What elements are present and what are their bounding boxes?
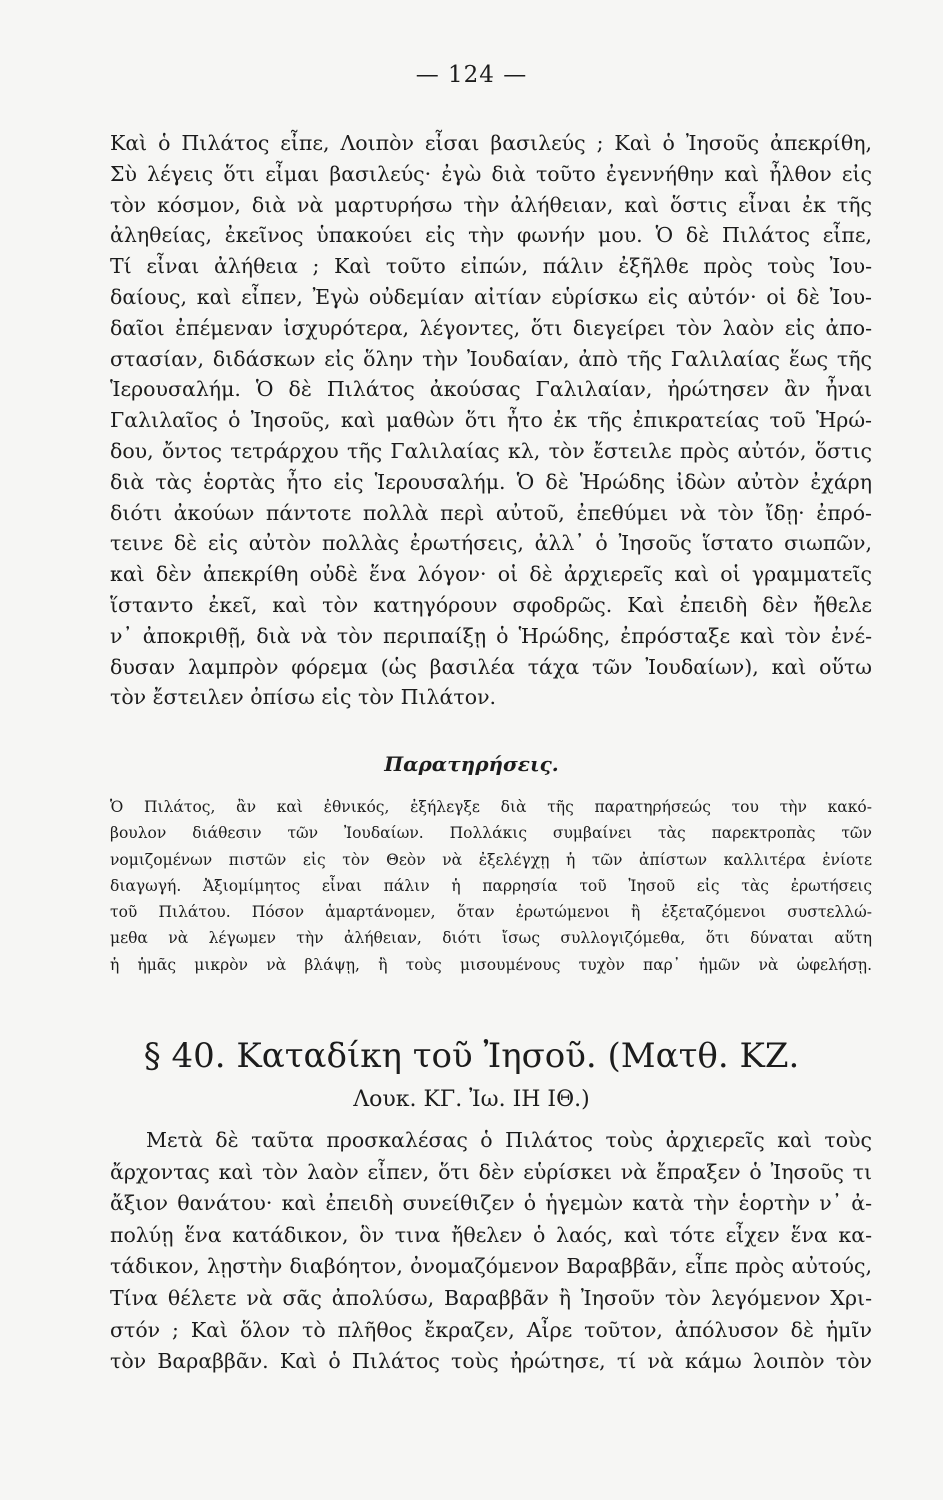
text-line: Σὺ λέγεις ὅτι εἶμαι βασιλεύς· ἐγὼ διὰ τοῦτο ἐγεννήθην καὶ ἦλθον εἰς	[110, 161, 872, 186]
text-line: καὶ δὲν ἀπεκρίθη οὐδὲ ἕνα λόγον· οἱ δὲ ἀρχιερεῖς καὶ οἱ γραμματεῖς	[110, 562, 872, 587]
text-line: δυσαν λαμπρὸν φόρεμα (ὡς βασιλέα τάχα τῶν Ἰουδαίων), καὶ οὕτω	[110, 654, 872, 679]
section-reference: Λουκ. ΚΓ. Ἰω. ΙΗ ΙΘ.)	[353, 1087, 590, 1112]
text-line: τάδικον, λῃστὴν διαβόητον, ὀνομαζόμενον Βαραββᾶν, εἶπε πρὸς αὐτούς,	[110, 1254, 872, 1279]
text-line: πολύῃ ἕνα κατάδικον, ὃν τινα ἤθελεν ὁ λαός, καὶ τότε εἶχεν ἕνα κα-	[110, 1222, 872, 1247]
page-number: — 124 —	[415, 62, 528, 88]
section-title: § 40. Καταδίκη τοῦ Ἰησοῦ. (Ματθ. ΚΖ.	[143, 1036, 800, 1076]
text-line: ἄξιον θανάτου· καὶ ἐπειδὴ συνείθιζεν ὁ ἡγεμὼν κατὰ τὴν ἑορτὴν ν᾽ ἀ-	[110, 1191, 872, 1216]
text-line: Τί εἶναι ἀλήθεια ; Καὶ τοῦτο εἰπών, πάλιν ἐξῆλθε πρὸς τοὺς Ἰου-	[110, 254, 872, 279]
text-line: Καὶ ὁ Πιλάτος εἶπε, Λοιπὸν εἶσαι βασιλεύς ; Καὶ ὁ Ἰησοῦς ἀπεκρίθη,	[110, 131, 872, 155]
note-line: διαγωγή. Ἀξιομίμητος εἶναι πάλιν ἡ παρρησία τοῦ Ἰησοῦ εἰς τὰς ἐρωτήσεις	[110, 876, 872, 895]
text-line: ἀληθείας, ἐκεῖνος ὑπακούει εἰς τὴν φωνήν μου. Ὁ δὲ Πιλάτος εἶπε,	[110, 223, 872, 248]
note-line: νομιζομένων πιστῶν εἰς τὸν Θεὸν νὰ ἐξελέγχῃ ἡ τῶν ἀπίστων καλλιτέρα ἐνίοτε	[110, 850, 872, 869]
text-line: τὸν Βαραββᾶν. Καὶ ὁ Πιλάτος τοὺς ἠρώτησε, τί νὰ κάμω λοιπὸν τὸν	[110, 1349, 872, 1374]
text-line: Μετὰ δὲ ταῦτα προσκαλέσας ὁ Πιλάτος τοὺς ἀρχιερεῖς καὶ τοὺς	[146, 1128, 872, 1152]
note-line: Ὁ Πιλάτος, ἂν καὶ ἐθνικός, ἐξήλεγξε διὰ τῆς παρατηρήσεώς του τὴν κακό-	[110, 798, 872, 816]
text-line: δαῖοι ἐπέμεναν ἰσχυρότερα, λέγοντες, ὅτι διεγείρει τὸν λαὸν εἰς ἀπο-	[110, 315, 872, 340]
text-line: Τίνα θέλετε νὰ σᾶς ἀπολύσω, Βαραββᾶν ἢ Ἰησοῦν τὸν λεγόμενον Χρι-	[110, 1285, 872, 1310]
text-line: διότι ἀκούων πάντοτε πολλὰ περὶ αὐτοῦ, ἐπεθύμει νὰ τὸν ἴδῃ· ἐπρό-	[110, 500, 872, 525]
section-heading	[0, 1032, 943, 1120]
text-line: δου, ὄντος τετράρχου τῆς Γαλιλαίας κλ, τὸν ἔστειλε πρὸς αὐτόν, ὅστις	[110, 438, 872, 463]
note-line: ἡ ἡμᾶς μικρὸν νὰ βλάψῃ, ἢ τοὺς μισουμένους τυχὸν παρ᾽ ἡμῶν νὰ ὠφελήσῃ.	[110, 955, 872, 974]
text-line: στασίαν, διδάσκων εἰς ὅλην τὴν Ἰουδαίαν, ἀπὸ τῆς Γαλιλαίας ἕως τῆς	[110, 346, 872, 371]
note-line: τοῦ Πιλάτου. Πόσον ἁμαρτάνομεν, ὅταν ἐρωτώμενοι ἢ ἐξεταζόμενοι συστελλώ-	[110, 903, 872, 922]
text-line: ἵσταντο ἐκεῖ, καὶ τὸν κατηγόρουν σφοδρῶς. Καὶ ἐπειδὴ δὲν ἤθελε	[110, 592, 872, 617]
text-line: Γαλιλαῖος ὁ Ἰησοῦς, καὶ μαθὼν ὅτι ἦτο ἐκ τῆς ἐπικρατείας τοῦ Ἡρώ-	[110, 408, 872, 433]
text-line: Ἱερουσαλήμ. Ὁ δὲ Πιλάτος ἀκούσας Γαλιλαίαν, ἠρώτησεν ἂν ἦναι	[110, 377, 872, 402]
note-line: μεθα νὰ λέγωμεν τὴν ἀλήθειαν, διότι ἴσως συλλογιζόμεθα, ὅτι δύναται αὕτη	[110, 929, 872, 948]
text-line-last: τὸν ἔστειλεν ὀπίσω εἰς τὸν Πιλάτον.	[110, 685, 497, 710]
text-line: στόν ; Καὶ ὅλον τὸ πλῆθος ἔκραζεν, Αἶρε τοῦτον, ἀπόλυσον δὲ ἡμῖν	[110, 1317, 872, 1342]
notes-paragraph	[110, 794, 872, 978]
text-line: δαίους, καὶ εἶπεν, Ἐγὼ οὐδεμίαν αἰτίαν εὑρίσκω εἰς αὐτόν· οἱ δὲ Ἰου-	[110, 284, 872, 309]
main-paragraph	[110, 128, 872, 713]
note-line: βουλον διάθεσιν τῶν Ἰουδαίων. Πολλάκις συμβαίνει τὰς παρεκτροπὰς τῶν	[110, 824, 872, 843]
text-line: ἄρχοντας καὶ τὸν λαὸν εἶπεν, ὅτι δὲν εὑρίσκει νὰ ἔπραξεν ὁ Ἰησοῦς τι	[110, 1159, 872, 1184]
text-line: τὸν κόσμον, διὰ νὰ μαρτυρήσω τὴν ἀλήθειαν, καὶ ὅστις εἶναι ἐκ τῆς	[110, 192, 872, 217]
text-line: τεινε δὲ εἰς αὐτὸν πολλὰς ἐρωτήσεις, ἀλλ᾽ ὁ Ἰησοῦς ἵστατο σιωπῶν,	[110, 531, 872, 556]
section-paragraph	[110, 1125, 872, 1378]
notes-heading: Παρατηρήσεις.	[384, 752, 559, 776]
text-line: ν᾽ ἀποκριθῇ, διὰ νὰ τὸν περιπαίξῃ ὁ Ἡρώδης, ἐπρόσταξε καὶ τὸν ἐνέ-	[110, 623, 872, 648]
text-line: διὰ τὰς ἑορτὰς ἦτο εἰς Ἱερουσαλήμ. Ὁ δὲ Ἡρώδης ἰδὼν αὐτὸν ἐχάρη	[110, 469, 872, 494]
